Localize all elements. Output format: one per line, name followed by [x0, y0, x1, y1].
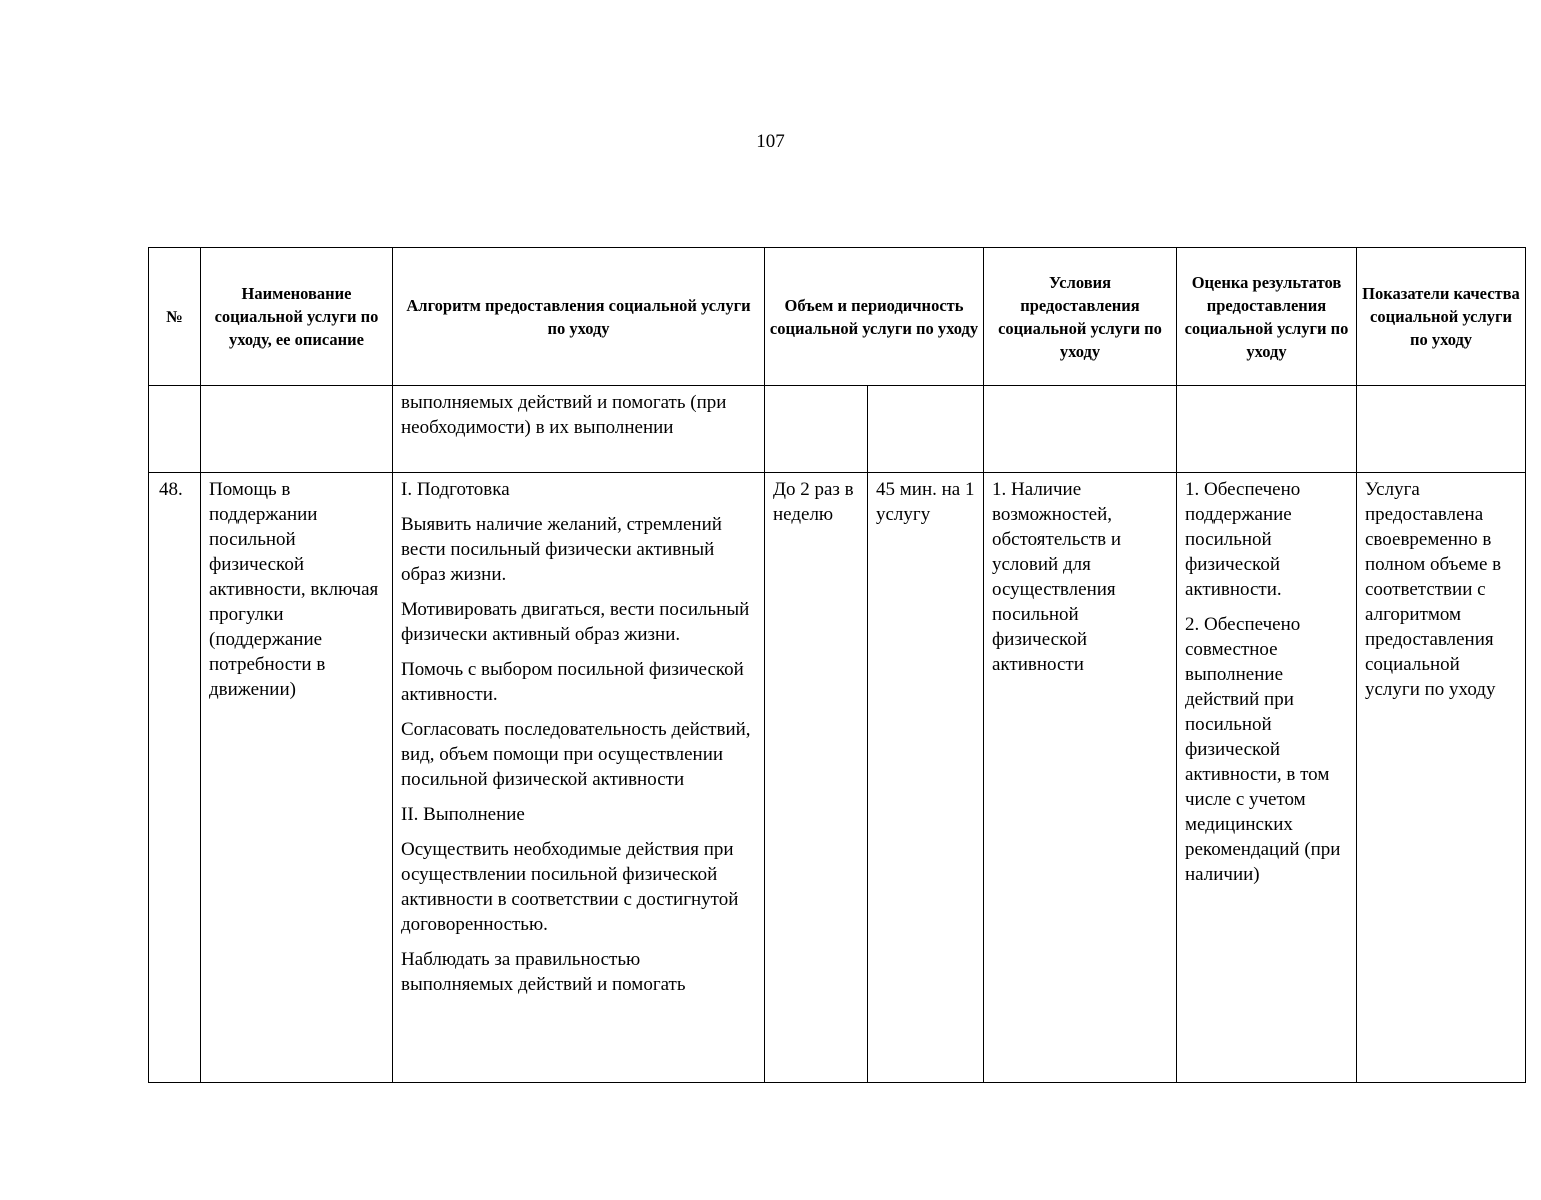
evaluation-items — [1177, 473, 1356, 887]
row-number-cell — [149, 473, 201, 1083]
cont-algorithm-text: выполняемых действий и помогать (при необходимости) в их выполнении — [401, 392, 727, 438]
duration: 45 мин. на 1 услугу — [876, 479, 975, 525]
duration-cell — [868, 473, 984, 1083]
evaluation-item: 1. Обеспечено поддержание посильной физической активности. — [1185, 479, 1301, 600]
services-table — [148, 247, 1526, 1083]
algorithm-step: II. Выполнение — [401, 804, 525, 825]
algorithm-step: Помочь с выбором посильной физической активности. — [401, 659, 744, 705]
conditions-cell — [984, 473, 1177, 1083]
cont-duration-cell — [868, 386, 984, 473]
evaluation-cell — [1177, 473, 1357, 1083]
cont-frequency-cell — [765, 386, 868, 473]
evaluation-item: 2. Обеспечено совместное выполнение действий при посильной физической активности, в том числе с учетом медицинских рекомендаций (при наличии) — [1185, 614, 1341, 885]
header-row — [149, 248, 1526, 386]
algorithm-cell — [393, 473, 765, 1083]
algorithm-step: Наблюдать за правильностью выполняемых действий и помогать — [401, 949, 686, 995]
table-row-48 — [149, 473, 1526, 1083]
continuation-row — [149, 386, 1526, 473]
header-evaluation: Оценка результатов предоставления социальной услуги по уходу — [1177, 248, 1357, 386]
header-number: № — [149, 248, 201, 386]
algorithm-step: Осуществить необходимые действия при осуществлении посильной физической активности в соответствии с достигнутой договоренностью. — [401, 839, 739, 935]
algorithm-step: Выявить наличие желаний, стремлений вести посильный физически активный образ жизни. — [401, 514, 722, 585]
cont-indicators-cell — [1357, 386, 1526, 473]
header-service-name: Наименование социальной услуги по уходу, ее описание — [201, 248, 393, 386]
header-volume: Объем и периодичность социальной услуги по уходу — [765, 248, 984, 386]
row-number: 48. — [159, 479, 183, 500]
conditions: 1. Наличие возможностей, обстоятельств и условий для осуществления посильной физической активности — [992, 479, 1122, 675]
indicators: Услуга предоставлена своевременно в полном объеме в соответствии с алгоритмом предоставления социальной услуги по уходу — [1365, 479, 1502, 700]
service-name-cell — [201, 473, 393, 1083]
frequency: До 2 раз в неделю — [773, 479, 854, 525]
cont-num-cell — [149, 386, 201, 473]
algorithm-steps — [393, 473, 764, 997]
indicators-cell — [1357, 473, 1526, 1083]
header-indicators: Показатели качества социальной услуги по уходу — [1357, 248, 1526, 386]
cont-conditions-cell — [984, 386, 1177, 473]
cont-name-cell — [201, 386, 393, 473]
header-conditions: Условия предоставления социальной услуги по уходу — [984, 248, 1177, 386]
header-algorithm: Алгоритм предоставления социальной услуги по уходу — [393, 248, 765, 386]
frequency-cell — [765, 473, 868, 1083]
page-number: 107 — [756, 131, 785, 152]
algorithm-step: Согласовать последовательность действий, вид, объем помощи при осуществлении посильной физической активности — [401, 719, 751, 790]
cont-algorithm-cell — [393, 386, 765, 473]
cont-evaluation-cell — [1177, 386, 1357, 473]
algorithm-step: Мотивировать двигаться, вести посильный физически активный образ жизни. — [401, 599, 750, 645]
service-name: Помощь в поддержании посильной физической активности, включая прогулки (поддержание потребности в движении) — [209, 479, 379, 700]
algorithm-step: I. Подготовка — [401, 479, 510, 500]
